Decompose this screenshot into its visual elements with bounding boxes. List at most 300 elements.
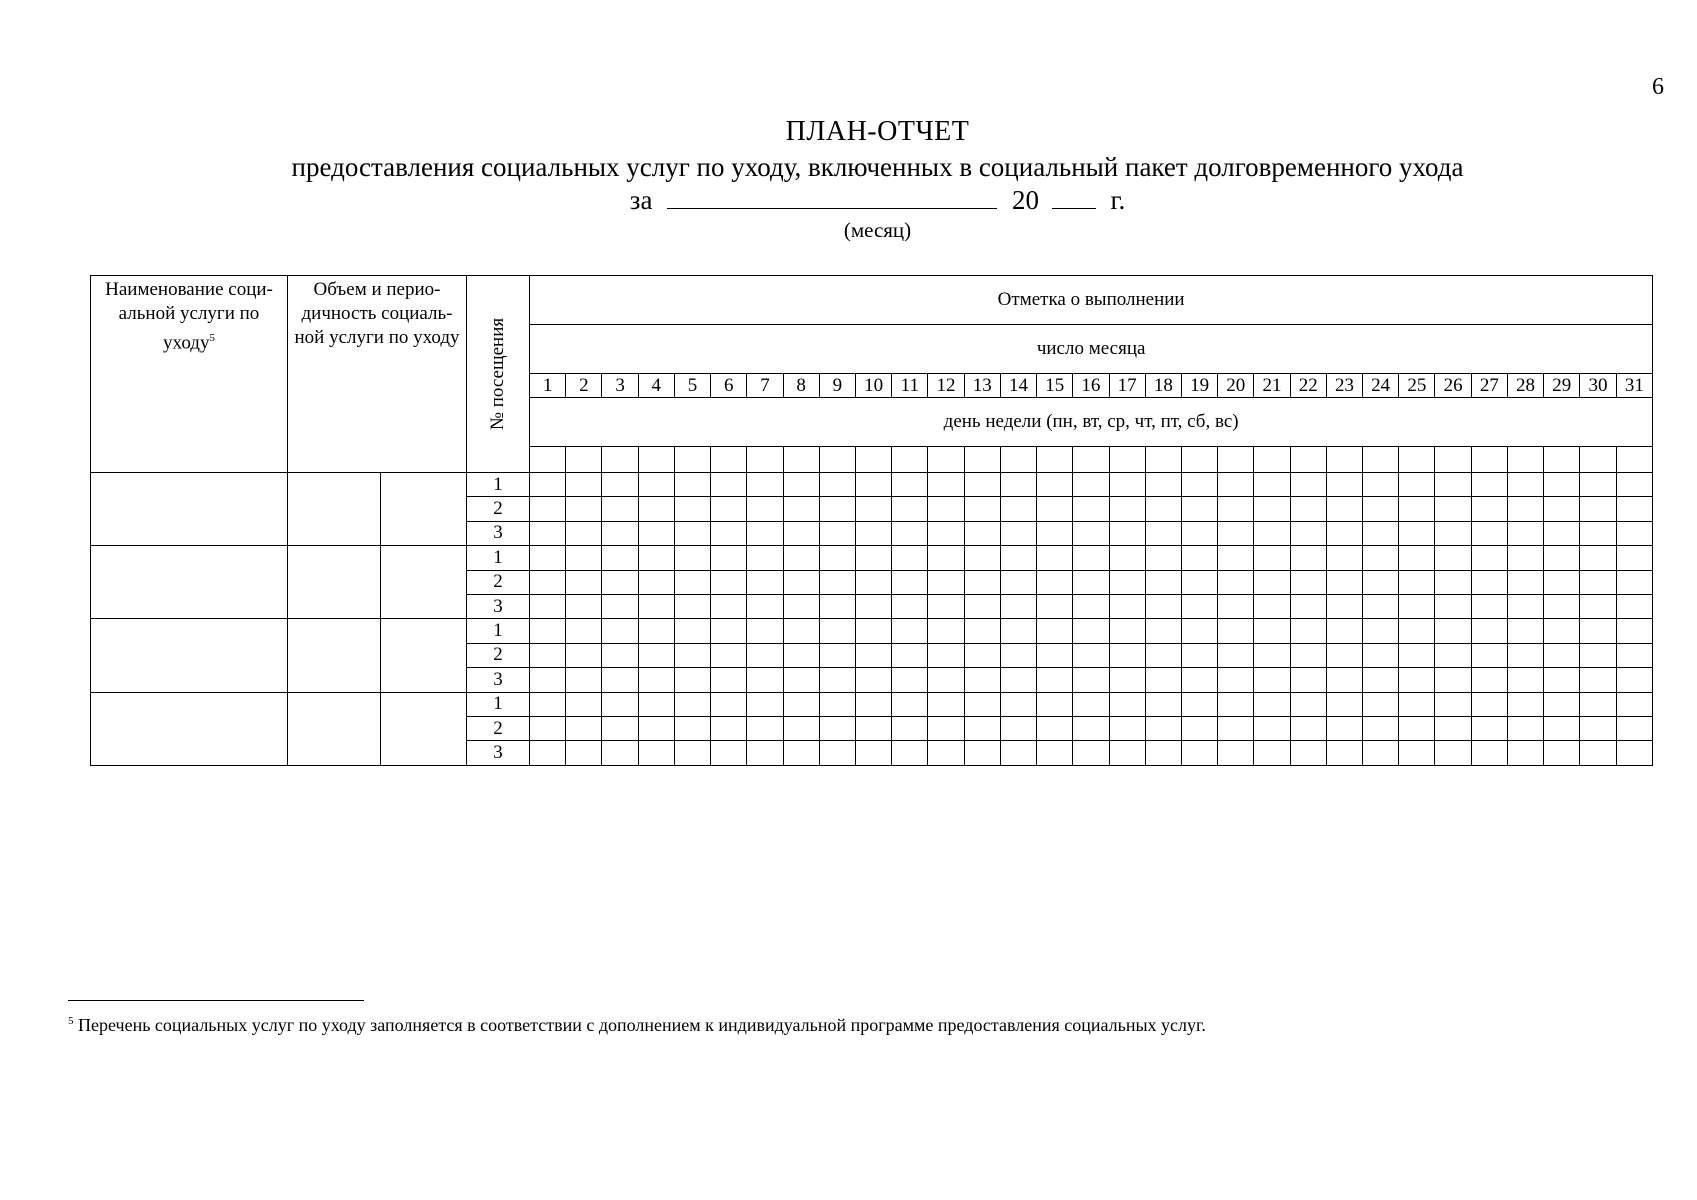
completion-mark-cell[interactable] — [747, 692, 783, 716]
completion-mark-cell[interactable] — [1000, 570, 1036, 594]
completion-mark-cell[interactable] — [566, 594, 602, 618]
service-name-cell[interactable] — [91, 546, 288, 619]
completion-mark-cell[interactable] — [1363, 643, 1399, 667]
completion-mark-cell[interactable] — [1544, 619, 1580, 643]
completion-mark-cell[interactable] — [1399, 619, 1435, 643]
completion-mark-cell[interactable] — [1616, 668, 1653, 692]
completion-mark-cell[interactable] — [530, 619, 566, 643]
completion-mark-cell[interactable] — [674, 619, 710, 643]
completion-mark-cell[interactable] — [1471, 692, 1507, 716]
completion-mark-cell[interactable] — [819, 692, 855, 716]
completion-mark-cell[interactable] — [783, 473, 819, 497]
completion-mark-cell[interactable] — [1073, 716, 1109, 740]
service-name-cell[interactable] — [91, 473, 288, 546]
completion-mark-cell[interactable] — [1254, 668, 1290, 692]
completion-mark-cell[interactable] — [819, 521, 855, 545]
completion-mark-cell[interactable] — [1218, 546, 1254, 570]
completion-mark-cell[interactable] — [892, 570, 928, 594]
completion-mark-cell[interactable] — [1254, 546, 1290, 570]
weekday-entry-cell[interactable] — [1435, 447, 1471, 473]
completion-mark-cell[interactable] — [1254, 570, 1290, 594]
completion-mark-cell[interactable] — [928, 570, 964, 594]
completion-mark-cell[interactable] — [1073, 497, 1109, 521]
completion-mark-cell[interactable] — [1254, 594, 1290, 618]
service-name-cell[interactable] — [91, 619, 288, 692]
weekday-entry-cell[interactable] — [783, 447, 819, 473]
completion-mark-cell[interactable] — [928, 594, 964, 618]
completion-mark-cell[interactable] — [602, 594, 638, 618]
completion-mark-cell[interactable] — [1616, 473, 1653, 497]
completion-mark-cell[interactable] — [1435, 594, 1471, 618]
completion-mark-cell[interactable] — [1109, 594, 1145, 618]
completion-mark-cell[interactable] — [1218, 570, 1254, 594]
weekday-entry-cell[interactable] — [602, 447, 638, 473]
completion-mark-cell[interactable] — [1254, 521, 1290, 545]
completion-mark-cell[interactable] — [1435, 473, 1471, 497]
weekday-entry-cell[interactable] — [1580, 447, 1616, 473]
completion-mark-cell[interactable] — [711, 473, 747, 497]
completion-mark-cell[interactable] — [819, 668, 855, 692]
completion-mark-cell[interactable] — [674, 570, 710, 594]
completion-mark-cell[interactable] — [819, 594, 855, 618]
completion-mark-cell[interactable] — [674, 546, 710, 570]
completion-mark-cell[interactable] — [638, 692, 674, 716]
completion-mark-cell[interactable] — [1290, 668, 1326, 692]
completion-mark-cell[interactable] — [1326, 546, 1362, 570]
weekday-entry-cell[interactable] — [638, 447, 674, 473]
completion-mark-cell[interactable] — [1507, 643, 1543, 667]
completion-mark-cell[interactable] — [1507, 546, 1543, 570]
completion-mark-cell[interactable] — [1109, 521, 1145, 545]
completion-mark-cell[interactable] — [1435, 741, 1471, 765]
completion-mark-cell[interactable] — [1000, 497, 1036, 521]
completion-mark-cell[interactable] — [1363, 594, 1399, 618]
completion-mark-cell[interactable] — [1326, 521, 1362, 545]
completion-mark-cell[interactable] — [1507, 619, 1543, 643]
service-periodicity-cell[interactable] — [381, 546, 467, 619]
completion-mark-cell[interactable] — [819, 619, 855, 643]
completion-mark-cell[interactable] — [1254, 497, 1290, 521]
weekday-entry-cell[interactable] — [1109, 447, 1145, 473]
completion-mark-cell[interactable] — [1435, 692, 1471, 716]
completion-mark-cell[interactable] — [964, 594, 1000, 618]
completion-mark-cell[interactable] — [1616, 570, 1653, 594]
completion-mark-cell[interactable] — [819, 643, 855, 667]
completion-mark-cell[interactable] — [819, 570, 855, 594]
completion-mark-cell[interactable] — [1471, 594, 1507, 618]
completion-mark-cell[interactable] — [1254, 643, 1290, 667]
completion-mark-cell[interactable] — [1544, 716, 1580, 740]
completion-mark-cell[interactable] — [638, 668, 674, 692]
completion-mark-cell[interactable] — [1037, 692, 1073, 716]
completion-mark-cell[interactable] — [602, 741, 638, 765]
completion-mark-cell[interactable] — [530, 546, 566, 570]
completion-mark-cell[interactable] — [1073, 473, 1109, 497]
completion-mark-cell[interactable] — [1181, 619, 1217, 643]
completion-mark-cell[interactable] — [1580, 643, 1616, 667]
completion-mark-cell[interactable] — [530, 643, 566, 667]
completion-mark-cell[interactable] — [747, 643, 783, 667]
service-name-cell[interactable] — [91, 692, 288, 765]
weekday-entry-cell[interactable] — [674, 447, 710, 473]
completion-mark-cell[interactable] — [1109, 692, 1145, 716]
completion-mark-cell[interactable] — [1290, 643, 1326, 667]
completion-mark-cell[interactable] — [1399, 594, 1435, 618]
completion-mark-cell[interactable] — [928, 643, 964, 667]
completion-mark-cell[interactable] — [1399, 643, 1435, 667]
completion-mark-cell[interactable] — [1580, 473, 1616, 497]
completion-mark-cell[interactable] — [674, 741, 710, 765]
weekday-entry-cell[interactable] — [1037, 447, 1073, 473]
completion-mark-cell[interactable] — [1580, 521, 1616, 545]
completion-mark-cell[interactable] — [530, 570, 566, 594]
completion-mark-cell[interactable] — [566, 521, 602, 545]
completion-mark-cell[interactable] — [964, 643, 1000, 667]
completion-mark-cell[interactable] — [892, 741, 928, 765]
completion-mark-cell[interactable] — [1181, 521, 1217, 545]
completion-mark-cell[interactable] — [1471, 521, 1507, 545]
completion-mark-cell[interactable] — [674, 594, 710, 618]
completion-mark-cell[interactable] — [855, 497, 891, 521]
completion-mark-cell[interactable] — [566, 619, 602, 643]
completion-mark-cell[interactable] — [1181, 594, 1217, 618]
completion-mark-cell[interactable] — [530, 594, 566, 618]
completion-mark-cell[interactable] — [1363, 546, 1399, 570]
completion-mark-cell[interactable] — [928, 741, 964, 765]
completion-mark-cell[interactable] — [1326, 473, 1362, 497]
completion-mark-cell[interactable] — [1181, 668, 1217, 692]
completion-mark-cell[interactable] — [1580, 570, 1616, 594]
completion-mark-cell[interactable] — [1290, 716, 1326, 740]
completion-mark-cell[interactable] — [1000, 521, 1036, 545]
completion-mark-cell[interactable] — [783, 716, 819, 740]
weekday-entry-cell[interactable] — [711, 447, 747, 473]
completion-mark-cell[interactable] — [1544, 521, 1580, 545]
completion-mark-cell[interactable] — [1580, 692, 1616, 716]
completion-mark-cell[interactable] — [1037, 473, 1073, 497]
completion-mark-cell[interactable] — [566, 643, 602, 667]
completion-mark-cell[interactable] — [1000, 546, 1036, 570]
completion-mark-cell[interactable] — [1000, 716, 1036, 740]
completion-mark-cell[interactable] — [674, 668, 710, 692]
completion-mark-cell[interactable] — [964, 741, 1000, 765]
completion-mark-cell[interactable] — [964, 497, 1000, 521]
completion-mark-cell[interactable] — [638, 716, 674, 740]
completion-mark-cell[interactable] — [928, 619, 964, 643]
completion-mark-cell[interactable] — [1580, 716, 1616, 740]
completion-mark-cell[interactable] — [1290, 619, 1326, 643]
completion-mark-cell[interactable] — [892, 546, 928, 570]
completion-mark-cell[interactable] — [1326, 692, 1362, 716]
completion-mark-cell[interactable] — [1580, 594, 1616, 618]
completion-mark-cell[interactable] — [892, 594, 928, 618]
completion-mark-cell[interactable] — [1616, 497, 1653, 521]
completion-mark-cell[interactable] — [819, 546, 855, 570]
completion-mark-cell[interactable] — [819, 497, 855, 521]
completion-mark-cell[interactable] — [1073, 643, 1109, 667]
completion-mark-cell[interactable] — [1507, 716, 1543, 740]
completion-mark-cell[interactable] — [1435, 716, 1471, 740]
completion-mark-cell[interactable] — [602, 521, 638, 545]
completion-mark-cell[interactable] — [1544, 692, 1580, 716]
completion-mark-cell[interactable] — [964, 668, 1000, 692]
completion-mark-cell[interactable] — [747, 570, 783, 594]
completion-mark-cell[interactable] — [1435, 668, 1471, 692]
completion-mark-cell[interactable] — [1580, 546, 1616, 570]
completion-mark-cell[interactable] — [1616, 546, 1653, 570]
completion-mark-cell[interactable] — [783, 570, 819, 594]
weekday-entry-cell[interactable] — [1471, 447, 1507, 473]
weekday-entry-cell[interactable] — [1073, 447, 1109, 473]
completion-mark-cell[interactable] — [1254, 692, 1290, 716]
completion-mark-cell[interactable] — [674, 692, 710, 716]
completion-mark-cell[interactable] — [855, 692, 891, 716]
weekday-entry-cell[interactable] — [892, 447, 928, 473]
completion-mark-cell[interactable] — [1181, 473, 1217, 497]
completion-mark-cell[interactable] — [855, 570, 891, 594]
completion-mark-cell[interactable] — [1471, 643, 1507, 667]
completion-mark-cell[interactable] — [1073, 521, 1109, 545]
completion-mark-cell[interactable] — [530, 692, 566, 716]
completion-mark-cell[interactable] — [928, 497, 964, 521]
completion-mark-cell[interactable] — [1363, 668, 1399, 692]
completion-mark-cell[interactable] — [892, 716, 928, 740]
completion-mark-cell[interactable] — [1181, 570, 1217, 594]
completion-mark-cell[interactable] — [566, 546, 602, 570]
completion-mark-cell[interactable] — [1363, 497, 1399, 521]
completion-mark-cell[interactable] — [1145, 497, 1181, 521]
completion-mark-cell[interactable] — [1073, 619, 1109, 643]
completion-mark-cell[interactable] — [819, 741, 855, 765]
completion-mark-cell[interactable] — [1254, 716, 1290, 740]
completion-mark-cell[interactable] — [928, 692, 964, 716]
completion-mark-cell[interactable] — [1218, 741, 1254, 765]
completion-mark-cell[interactable] — [892, 521, 928, 545]
completion-mark-cell[interactable] — [638, 497, 674, 521]
completion-mark-cell[interactable] — [855, 716, 891, 740]
completion-mark-cell[interactable] — [928, 668, 964, 692]
completion-mark-cell[interactable] — [711, 570, 747, 594]
completion-mark-cell[interactable] — [1109, 741, 1145, 765]
completion-mark-cell[interactable] — [1109, 570, 1145, 594]
completion-mark-cell[interactable] — [1109, 546, 1145, 570]
weekday-entry-cell[interactable] — [566, 447, 602, 473]
completion-mark-cell[interactable] — [1290, 692, 1326, 716]
completion-mark-cell[interactable] — [1181, 497, 1217, 521]
completion-mark-cell[interactable] — [1471, 619, 1507, 643]
service-volume-cell[interactable] — [288, 473, 381, 546]
completion-mark-cell[interactable] — [1218, 668, 1254, 692]
completion-mark-cell[interactable] — [602, 692, 638, 716]
completion-mark-cell[interactable] — [1363, 473, 1399, 497]
completion-mark-cell[interactable] — [855, 741, 891, 765]
weekday-entry-cell[interactable] — [1254, 447, 1290, 473]
completion-mark-cell[interactable] — [1471, 741, 1507, 765]
completion-mark-cell[interactable] — [1507, 521, 1543, 545]
completion-mark-cell[interactable] — [1145, 692, 1181, 716]
completion-mark-cell[interactable] — [1399, 546, 1435, 570]
completion-mark-cell[interactable] — [602, 546, 638, 570]
service-volume-cell[interactable] — [288, 692, 381, 765]
completion-mark-cell[interactable] — [638, 619, 674, 643]
completion-mark-cell[interactable] — [747, 546, 783, 570]
completion-mark-cell[interactable] — [1326, 668, 1362, 692]
completion-mark-cell[interactable] — [1145, 473, 1181, 497]
completion-mark-cell[interactable] — [530, 741, 566, 765]
completion-mark-cell[interactable] — [1109, 619, 1145, 643]
completion-mark-cell[interactable] — [1000, 692, 1036, 716]
completion-mark-cell[interactable] — [1181, 716, 1217, 740]
completion-mark-cell[interactable] — [638, 741, 674, 765]
completion-mark-cell[interactable] — [1326, 741, 1362, 765]
completion-mark-cell[interactable] — [1435, 521, 1471, 545]
completion-mark-cell[interactable] — [638, 570, 674, 594]
completion-mark-cell[interactable] — [1363, 521, 1399, 545]
completion-mark-cell[interactable] — [711, 741, 747, 765]
completion-mark-cell[interactable] — [1145, 741, 1181, 765]
completion-mark-cell[interactable] — [855, 619, 891, 643]
service-volume-cell[interactable] — [288, 546, 381, 619]
completion-mark-cell[interactable] — [1254, 741, 1290, 765]
completion-mark-cell[interactable] — [1073, 546, 1109, 570]
completion-mark-cell[interactable] — [1218, 643, 1254, 667]
completion-mark-cell[interactable] — [1544, 594, 1580, 618]
service-periodicity-cell[interactable] — [381, 473, 467, 546]
completion-mark-cell[interactable] — [1218, 692, 1254, 716]
completion-mark-cell[interactable] — [747, 668, 783, 692]
completion-mark-cell[interactable] — [1218, 473, 1254, 497]
completion-mark-cell[interactable] — [1290, 546, 1326, 570]
completion-mark-cell[interactable] — [1616, 643, 1653, 667]
completion-mark-cell[interactable] — [1037, 716, 1073, 740]
completion-mark-cell[interactable] — [1000, 643, 1036, 667]
completion-mark-cell[interactable] — [964, 619, 1000, 643]
weekday-entry-cell[interactable] — [1181, 447, 1217, 473]
completion-mark-cell[interactable] — [1037, 497, 1073, 521]
completion-mark-cell[interactable] — [1363, 716, 1399, 740]
service-periodicity-cell[interactable] — [381, 619, 467, 692]
completion-mark-cell[interactable] — [1435, 643, 1471, 667]
completion-mark-cell[interactable] — [1145, 521, 1181, 545]
completion-mark-cell[interactable] — [1145, 668, 1181, 692]
completion-mark-cell[interactable] — [1544, 643, 1580, 667]
weekday-entry-cell[interactable] — [1000, 447, 1036, 473]
completion-mark-cell[interactable] — [747, 716, 783, 740]
weekday-entry-cell[interactable] — [1145, 447, 1181, 473]
completion-mark-cell[interactable] — [602, 643, 638, 667]
completion-mark-cell[interactable] — [1616, 692, 1653, 716]
completion-mark-cell[interactable] — [1544, 570, 1580, 594]
completion-mark-cell[interactable] — [1507, 497, 1543, 521]
completion-mark-cell[interactable] — [1326, 594, 1362, 618]
completion-mark-cell[interactable] — [855, 546, 891, 570]
completion-mark-cell[interactable] — [1399, 570, 1435, 594]
completion-mark-cell[interactable] — [1399, 521, 1435, 545]
completion-mark-cell[interactable] — [1073, 570, 1109, 594]
completion-mark-cell[interactable] — [602, 668, 638, 692]
completion-mark-cell[interactable] — [1471, 668, 1507, 692]
completion-mark-cell[interactable] — [1290, 741, 1326, 765]
completion-mark-cell[interactable] — [566, 716, 602, 740]
completion-mark-cell[interactable] — [1399, 473, 1435, 497]
completion-mark-cell[interactable] — [1507, 473, 1543, 497]
completion-mark-cell[interactable] — [1181, 741, 1217, 765]
completion-mark-cell[interactable] — [1507, 741, 1543, 765]
weekday-entry-cell[interactable] — [1544, 447, 1580, 473]
weekday-entry-cell[interactable] — [819, 447, 855, 473]
completion-mark-cell[interactable] — [711, 619, 747, 643]
completion-mark-cell[interactable] — [1037, 521, 1073, 545]
completion-mark-cell[interactable] — [566, 570, 602, 594]
completion-mark-cell[interactable] — [928, 716, 964, 740]
completion-mark-cell[interactable] — [1037, 643, 1073, 667]
completion-mark-cell[interactable] — [530, 668, 566, 692]
completion-mark-cell[interactable] — [783, 521, 819, 545]
weekday-entry-cell[interactable] — [1616, 447, 1653, 473]
completion-mark-cell[interactable] — [783, 546, 819, 570]
completion-mark-cell[interactable] — [1073, 668, 1109, 692]
completion-mark-cell[interactable] — [855, 643, 891, 667]
completion-mark-cell[interactable] — [964, 716, 1000, 740]
completion-mark-cell[interactable] — [964, 570, 1000, 594]
completion-mark-cell[interactable] — [1471, 497, 1507, 521]
completion-mark-cell[interactable] — [1580, 741, 1616, 765]
completion-mark-cell[interactable] — [674, 497, 710, 521]
completion-mark-cell[interactable] — [1254, 619, 1290, 643]
completion-mark-cell[interactable] — [602, 619, 638, 643]
completion-mark-cell[interactable] — [1181, 643, 1217, 667]
completion-mark-cell[interactable] — [747, 521, 783, 545]
completion-mark-cell[interactable] — [1507, 594, 1543, 618]
completion-mark-cell[interactable] — [1037, 619, 1073, 643]
completion-mark-cell[interactable] — [1218, 619, 1254, 643]
completion-mark-cell[interactable] — [1326, 643, 1362, 667]
completion-mark-cell[interactable] — [1580, 619, 1616, 643]
completion-mark-cell[interactable] — [1000, 741, 1036, 765]
completion-mark-cell[interactable] — [566, 741, 602, 765]
completion-mark-cell[interactable] — [638, 643, 674, 667]
completion-mark-cell[interactable] — [711, 643, 747, 667]
completion-mark-cell[interactable] — [1109, 716, 1145, 740]
completion-mark-cell[interactable] — [928, 521, 964, 545]
completion-mark-cell[interactable] — [711, 521, 747, 545]
completion-mark-cell[interactable] — [1616, 716, 1653, 740]
completion-mark-cell[interactable] — [1399, 668, 1435, 692]
completion-mark-cell[interactable] — [566, 692, 602, 716]
completion-mark-cell[interactable] — [674, 521, 710, 545]
completion-mark-cell[interactable] — [928, 473, 964, 497]
completion-mark-cell[interactable] — [1109, 473, 1145, 497]
completion-mark-cell[interactable] — [711, 497, 747, 521]
completion-mark-cell[interactable] — [892, 668, 928, 692]
completion-mark-cell[interactable] — [892, 497, 928, 521]
completion-mark-cell[interactable] — [566, 497, 602, 521]
completion-mark-cell[interactable] — [783, 497, 819, 521]
completion-mark-cell[interactable] — [783, 643, 819, 667]
completion-mark-cell[interactable] — [1471, 473, 1507, 497]
completion-mark-cell[interactable] — [1000, 619, 1036, 643]
completion-mark-cell[interactable] — [711, 594, 747, 618]
completion-mark-cell[interactable] — [711, 668, 747, 692]
completion-mark-cell[interactable] — [711, 692, 747, 716]
month-blank-field[interactable] — [667, 184, 997, 209]
completion-mark-cell[interactable] — [1218, 594, 1254, 618]
completion-mark-cell[interactable] — [964, 692, 1000, 716]
completion-mark-cell[interactable] — [1544, 741, 1580, 765]
completion-mark-cell[interactable] — [1616, 521, 1653, 545]
completion-mark-cell[interactable] — [783, 668, 819, 692]
completion-mark-cell[interactable] — [1290, 473, 1326, 497]
